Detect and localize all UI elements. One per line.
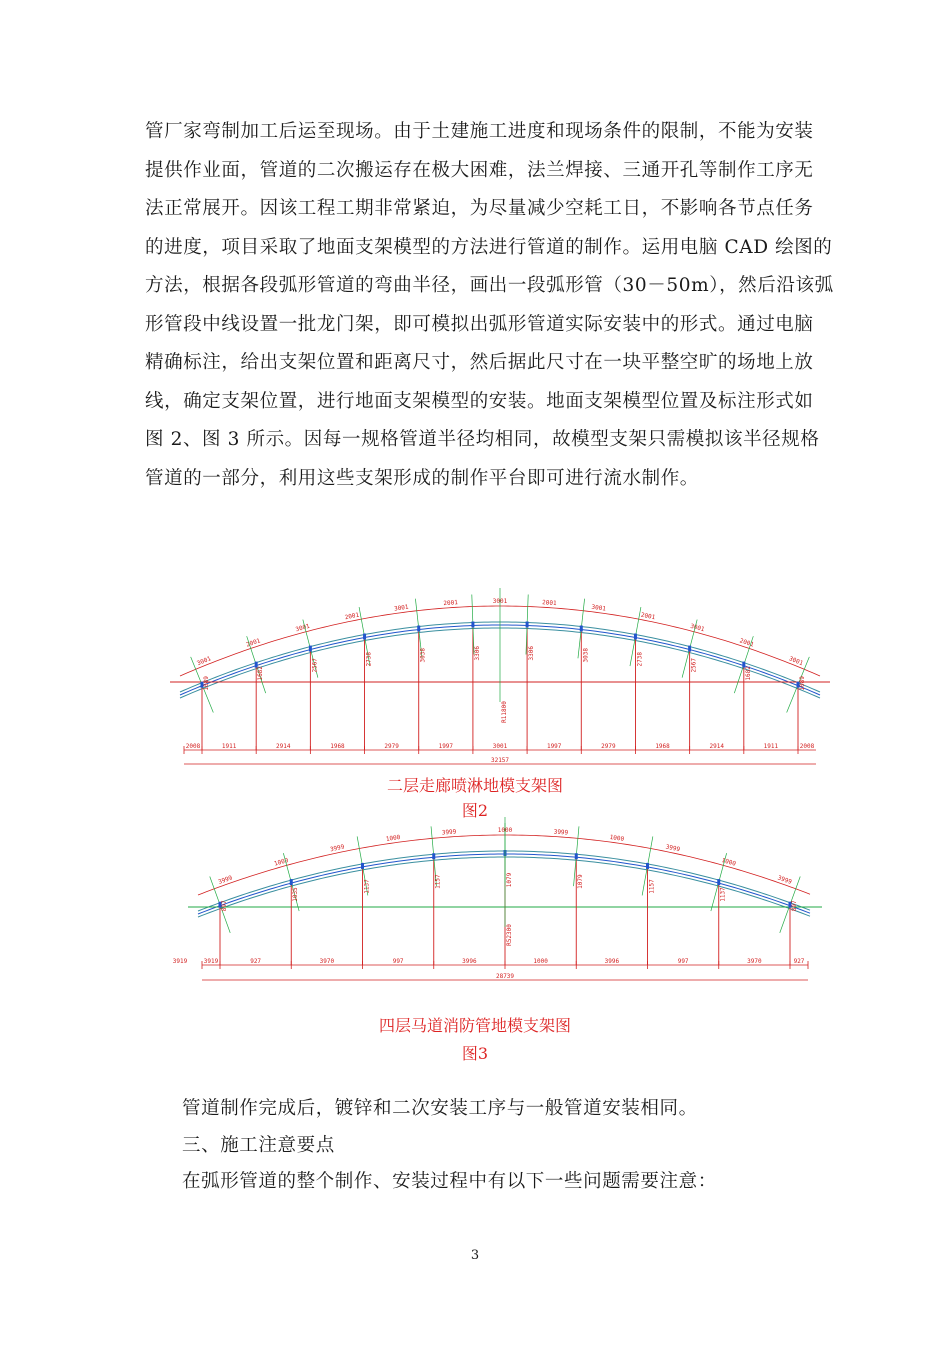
bottom-dimension-label: 3919 <box>203 958 219 965</box>
support-height-label: 2567 <box>311 658 319 673</box>
bottom-dimension-label: 2008 <box>799 743 815 750</box>
pipe-line <box>198 857 810 917</box>
pipe-clamp <box>580 626 583 632</box>
paragraph-line: 的进度，项目采取了地面支架模型的方法进行管道的制作。运用电脑 CAD 绘图的 <box>145 236 833 258</box>
pipe-clamp <box>634 634 637 640</box>
bottom-dimension-label: 3001 <box>492 743 508 750</box>
page-number: 3 <box>470 1248 480 1263</box>
bottom-dimension-label: 2008 <box>185 743 201 750</box>
arc-dimension-label: 3999 <box>664 843 681 854</box>
pipe-clamp <box>417 626 420 632</box>
arc-dimension-label: 1000 <box>609 833 625 843</box>
support-height-label: 3038 <box>419 648 427 663</box>
figure2-drawing <box>170 560 830 770</box>
support-height-label: 1089 <box>799 676 806 691</box>
support-height-label: 1137 <box>719 887 727 902</box>
bottom-dimension-label: 1911 <box>763 743 779 750</box>
radius-label: R52300 <box>506 924 513 946</box>
total-dimension-label: 32157 <box>490 757 510 764</box>
bottom-dimension-label: 2914 <box>276 743 291 750</box>
pipe-clamp <box>361 863 364 869</box>
bottom-dimension-label: 1968 <box>655 743 670 750</box>
paragraph-line: 管厂家弯制加工后运至现场。由于土建施工进度和现场条件的限制，不能为安装 <box>145 121 814 142</box>
support-height-label: 1682 <box>744 666 752 681</box>
support-height-label: 2567 <box>690 658 698 673</box>
total-dimension-label: 28739 <box>495 973 515 980</box>
paragraph-line: 方法，根据各段弧形管道的弯曲半径，画出一段弧形管（30－50m），然后沿该弧 <box>145 275 834 296</box>
section-line: 管道制作完成后，镀锌和二次安装工序与一般管道安装相同。 <box>182 1098 698 1119</box>
arc-dimension-label: 3001 <box>689 622 706 634</box>
support-height-label: 1682 <box>257 666 265 681</box>
support-height-label: 2738 <box>636 652 644 667</box>
figure2-caption: 二层走廊喷淋地模支架图 <box>386 776 563 795</box>
bottom-dimension-label: 1997 <box>438 743 454 750</box>
figure2-label: 图2 <box>461 801 489 820</box>
support-height-label: 2738 <box>365 652 373 667</box>
bottom-dimension-label: 3970 <box>319 958 335 965</box>
support-height-label: 897 <box>221 900 228 912</box>
arc-dimension-label: 2001 <box>541 599 557 608</box>
support-height-label: 897 <box>791 900 798 912</box>
support-height-label: 3306 <box>473 646 481 661</box>
bottom-dimension-label: 2979 <box>384 743 399 750</box>
bottom-dimension-label: 3970 <box>747 958 762 965</box>
arc-dimension-label: 3999 <box>329 843 346 854</box>
support-height-label: 1079 <box>577 874 585 889</box>
bottom-dimension-label: 1968 <box>330 743 345 750</box>
radius-label: R11800 <box>501 701 508 723</box>
paragraph-line: 形管段中线设置一批龙门架，即可模拟出弧形管道实际安装中的形式。通过电脑 <box>145 313 814 335</box>
pipe-clamp <box>526 622 529 628</box>
arc-dimension-label: 3999 <box>553 828 569 837</box>
body-paragraph <box>145 113 834 498</box>
support-height-label: 1089 <box>203 676 210 691</box>
support-height-label: 3306 <box>528 646 536 661</box>
bottom-dimension-label: 1997 <box>546 743 562 750</box>
arc-dimension-label: 3999 <box>776 874 793 886</box>
paragraph-line: 图 2、图 3 所示。因每一规格管道半径均相同，故模型支架只需模拟该半径规格 <box>145 429 820 450</box>
support-height-label: 1079 <box>506 872 513 888</box>
figure3-label: 图3 <box>461 1044 489 1063</box>
pipe-clamp <box>432 853 435 859</box>
pipe-clamp <box>646 863 649 869</box>
section-line: 在弧形管道的整个制作、安装过程中有以下一些问题需要注意： <box>182 1171 717 1192</box>
arc-dimension-label: 1000 <box>720 856 737 868</box>
arc-dimension-label: 2001 <box>443 599 459 608</box>
pipe-clamp <box>717 879 720 885</box>
bottom-dimension-label: 3996 <box>604 958 620 965</box>
bottom-dimension-label: 927 <box>250 958 262 965</box>
bottom-dimension-label: 1000 <box>533 958 548 965</box>
arc-dimension-label: 3001 <box>393 603 409 613</box>
pipe-clamp <box>688 646 691 652</box>
arc-dimension-label: 2001 <box>738 637 755 649</box>
bottom-dimension-label: 3996 <box>462 958 477 965</box>
arc-dimension-label: 1000 <box>273 856 290 868</box>
paragraph-line: 线，确定支架位置，进行地面支架模型的安装。地面支架模型位置及标注形式如 <box>145 390 814 412</box>
arc-dimension-label: 2001 <box>245 637 262 649</box>
arc-dimension-label: 3999 <box>441 828 457 837</box>
support-height-label: 1157 <box>648 879 656 894</box>
arc-dimension-label: 3001 <box>196 655 213 668</box>
bottom-dimension-label: 927 <box>793 958 805 965</box>
bottom-dimension-label: 997 <box>677 958 689 965</box>
support-height-label: 1137 <box>363 879 371 894</box>
bottom-dimension-label: 3919 <box>172 958 188 965</box>
pipe-clamp <box>575 853 578 859</box>
paragraph-line: 法正常展开。因该工程工期非常紧迫，为尽量减少空耗工日，不影响各节点任务 <box>145 198 814 219</box>
support-height-label: 3038 <box>582 648 590 663</box>
figure3-caption: 四层马道消防管地模支架图 <box>378 1016 571 1035</box>
arc-dimension-label: 2001 <box>640 611 656 622</box>
bottom-dimension-label: 2914 <box>709 743 724 750</box>
arc-dimension-label: 3001 <box>591 603 607 613</box>
arc-dimension-label: 3001 <box>787 655 804 668</box>
pipe-clamp <box>309 646 312 652</box>
section-heading: 三、施工注意要点 <box>182 1135 335 1156</box>
pipe-clamp <box>290 879 293 885</box>
figure3-drawing <box>172 825 830 990</box>
arc-dimension-label: 1000 <box>497 827 513 834</box>
paragraph-line: 管道的一部分，利用这些支架形成的制作平台即可进行流水制作。 <box>145 467 699 489</box>
bottom-dimension-label: 997 <box>392 958 404 965</box>
arc-dimension-label: 3999 <box>217 874 234 886</box>
bottom-dimension-label: 1911 <box>221 743 237 750</box>
paragraph-line: 精确标注，给出支架位置和距离尺寸，然后据此尺寸在一块平整空旷的场地上放 <box>145 352 814 373</box>
pipe-clamp <box>471 622 474 628</box>
support-height-label: 1157 <box>434 874 442 889</box>
arc-dimension-label: 1000 <box>385 833 401 843</box>
paragraph-line: 提供作业面，管道的二次搬运存在极大困难，法兰焊接、三通开孔等制作工序无 <box>145 159 814 181</box>
support-height-label: 1035 <box>292 887 300 902</box>
arc-dimension-label: 2001 <box>344 611 360 622</box>
arc-dimension-label: 3001 <box>492 598 508 605</box>
bottom-dimension-label: 2979 <box>601 743 616 750</box>
arc-dimension-label: 3001 <box>294 622 311 634</box>
pipe-clamp <box>363 634 366 640</box>
